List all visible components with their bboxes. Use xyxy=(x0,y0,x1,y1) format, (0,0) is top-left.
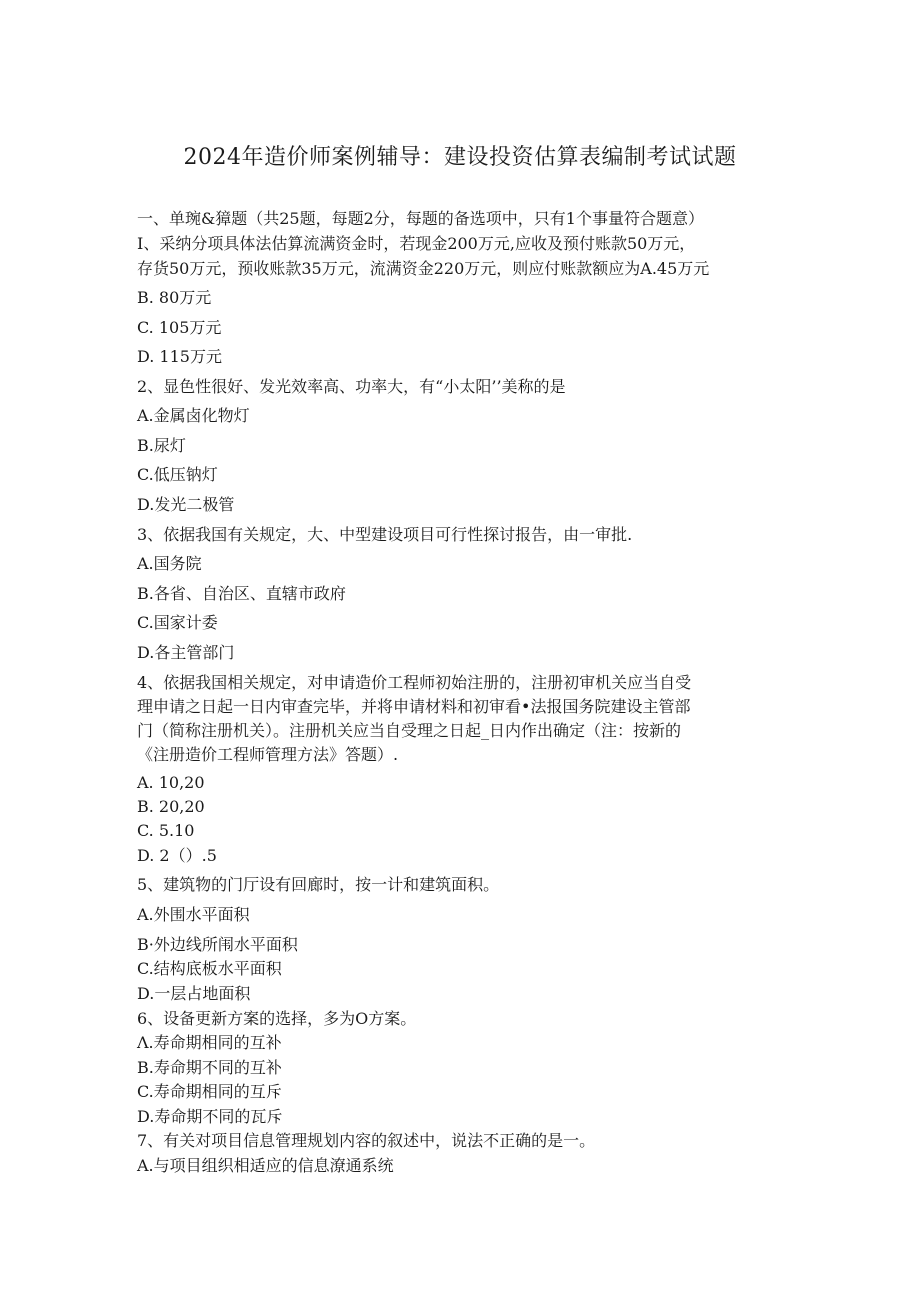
question-4-option-d: D. 2（）.5 xyxy=(137,846,217,865)
question-3-option-b: B.各省、自治区、直辖市政府 xyxy=(137,584,346,603)
section-heading: 一、单琬&獐题（共25题，每题2分，每题的备选项中，只有1个事量符合题意） xyxy=(137,209,704,228)
question-3-option-a: A.国务院 xyxy=(137,554,202,573)
question-6-stem: 6、设备更新方案的选择，多为O方案。 xyxy=(137,1009,417,1028)
question-5-stem: 5、建筑物的门厅设有回廊时，按一计和建筑面积。 xyxy=(137,875,500,894)
question-2-stem: 2、显色性很好、发光效率高、功率大，有“小太阳’’美称的是 xyxy=(137,377,566,396)
question-1-option-b: B. 80万元 xyxy=(137,288,212,307)
question-1-option-c: C. 105万元 xyxy=(137,318,222,337)
question-6-option-c: C.寿命期相同的互斥 xyxy=(137,1082,282,1101)
question-2-option-b: B.尿灯 xyxy=(137,436,186,455)
question-5-option-c: C.结构底板水平面积 xyxy=(137,959,282,978)
question-4-line-2: 理申请之日起一日内审查完毕，并将申请材料和初审看•法报国务院建设主管部 xyxy=(137,697,691,716)
question-6-option-d: D.寿命期不同的瓦斥 xyxy=(137,1107,283,1126)
question-7-option-a: A.与项目组织相适应的信息潦通系统 xyxy=(137,1156,394,1175)
question-4-option-a: A. 10,20 xyxy=(137,773,205,792)
question-2-option-a: A.金属卤化物灯 xyxy=(137,406,250,425)
question-1-line-2: 存货50万元，预收账款35万元，流满资金220万元，则应付账款额应为A.45万元 xyxy=(137,259,710,278)
question-1-option-d: D. 115万元 xyxy=(137,347,222,366)
question-4-option-c: C. 5.10 xyxy=(137,821,195,840)
question-5-option-a: A.外围水平面积 xyxy=(137,905,250,924)
question-5-option-b: B·外边线所闱水平面积 xyxy=(137,935,298,954)
document-title: 2024年造价师案例辅导：建设投资估算表编制考试试题 xyxy=(183,145,737,170)
question-3-option-c: C.国家计委 xyxy=(137,613,218,632)
question-4-option-b: B. 20,20 xyxy=(137,797,205,816)
question-2-option-d: D.发光二极管 xyxy=(137,495,235,514)
question-5-option-d: D.一层占地面积 xyxy=(137,984,251,1003)
question-6-option-b: B.寿命期不同的互补 xyxy=(137,1058,282,1077)
question-2-option-c: C.低压钠灯 xyxy=(137,465,218,484)
question-1-line-1: I、采纳分项具体法估算流满资金时，若现金200万元,应收及预付账款50万元， xyxy=(137,234,696,253)
question-7-stem: 7、有关对项目信息管理规划内容的叙述中，说法不正确的是一。 xyxy=(137,1131,596,1150)
question-6-option-a: Λ.寿命期相同的互补 xyxy=(137,1033,282,1052)
question-3-stem: 3、依据我国有关规定，大、中型建设项目可行性探讨报告，由一审批. xyxy=(137,525,633,544)
question-4-line-4: 《注册造价工程师管理方法》答题）. xyxy=(137,745,399,764)
question-4-line-3: 门（简称注册机关）。注册机关应当自受理之日起_日内作出确定（注：按新的 xyxy=(137,721,682,740)
question-4-line-1: 4、依据我国相关规定，对申请造价工程师初始注册的，注册初审机关应当自受 xyxy=(137,673,692,692)
question-3-option-d: D.各主管部门 xyxy=(137,643,235,662)
